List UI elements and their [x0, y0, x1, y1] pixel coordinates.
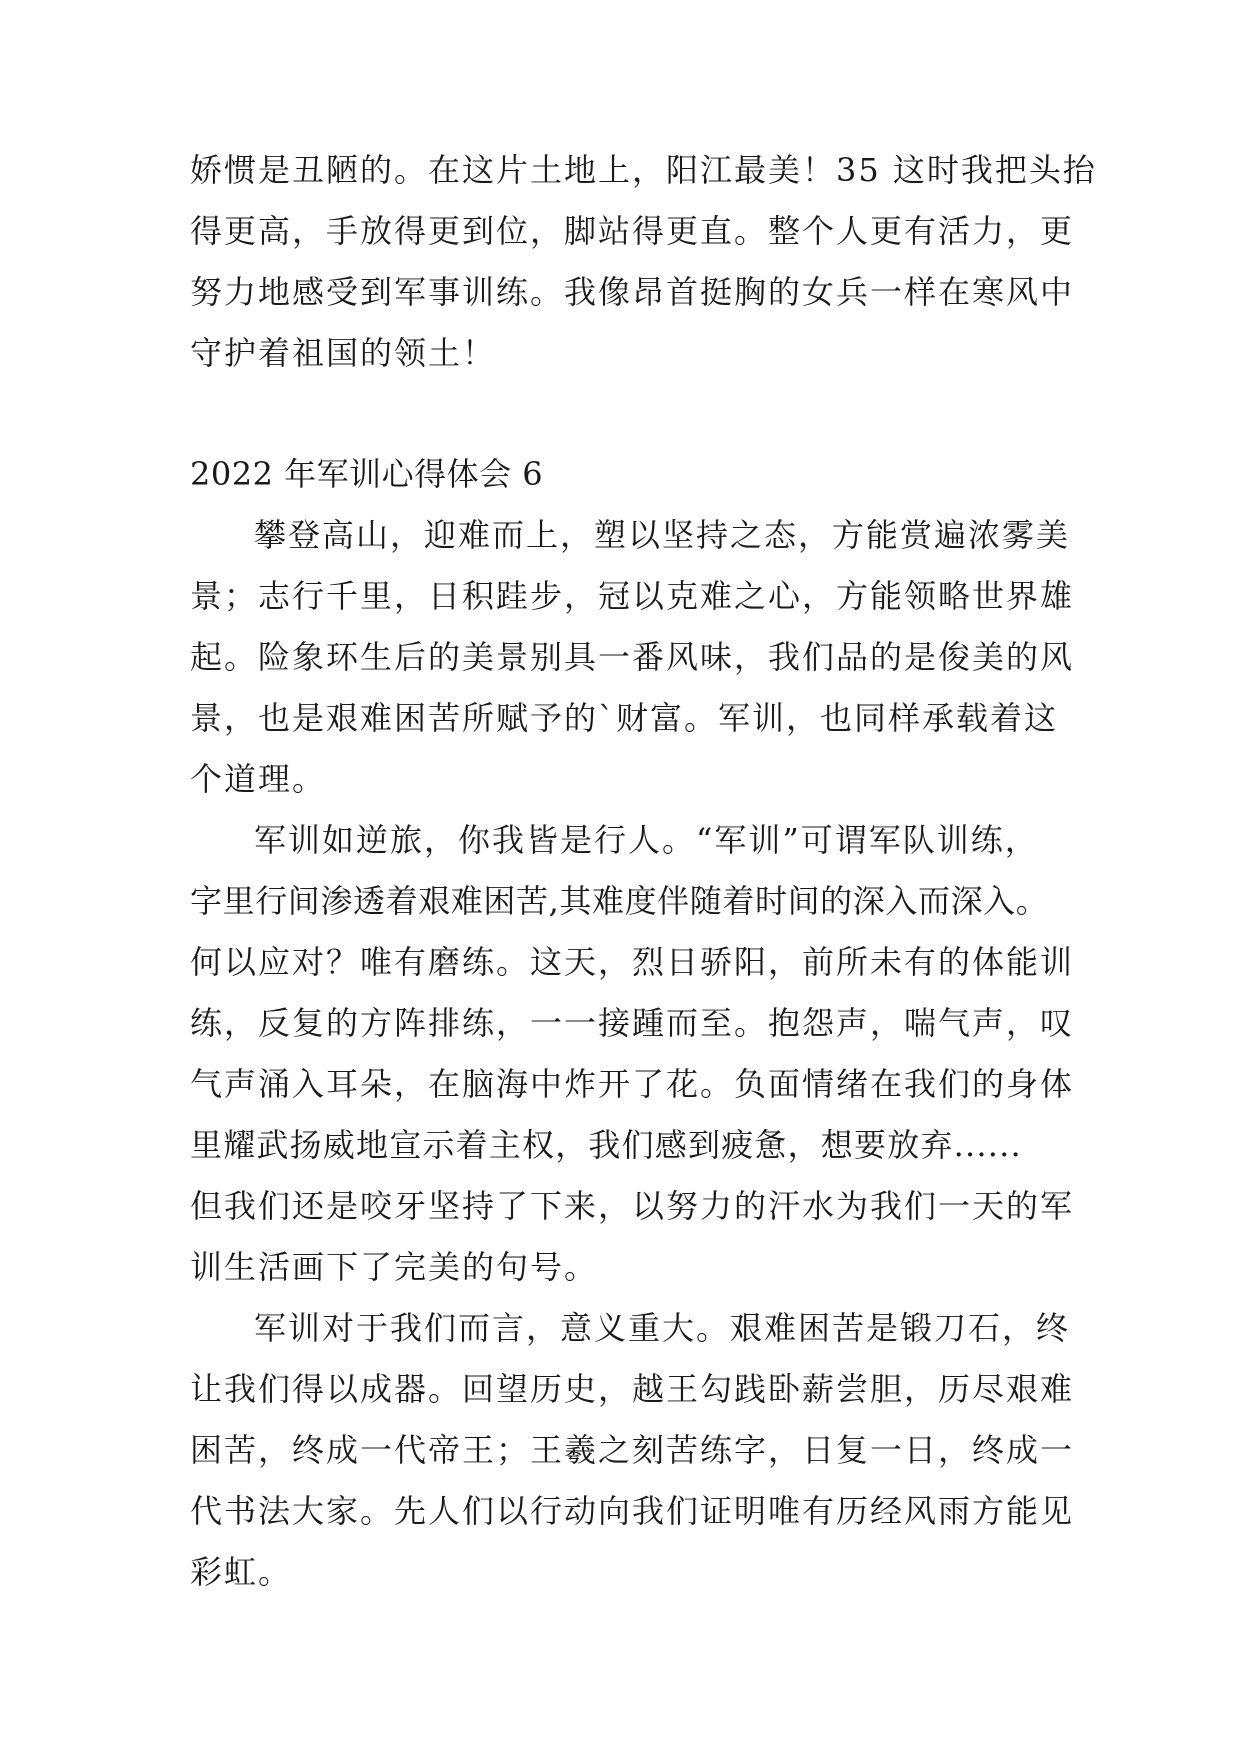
paragraph-2-line-6: 里耀武扬威地宣示着主权，我们感到疲惫，想要放弃......	[190, 1126, 1022, 1164]
paragraph-3-line-4: 代书法大家。先人们以行动向我们证明唯有历经风雨方能见	[190, 1492, 1075, 1530]
paragraph-2-line-8: 训生活画下了完美的句号。	[190, 1248, 599, 1286]
paragraph-3-line-5: 彩虹。	[190, 1553, 293, 1591]
text-line: 娇惯是丑陋的。在这片土地上，阳江最美！35 这时我把头抬	[190, 151, 1097, 189]
paragraph-1-line-4: 景，也是艰难困苦所赋予的`财富。军训，也同样承载着这	[190, 699, 1059, 737]
paragraph-2-line-1: 军训如逆旅，你我皆是行人。“军训”可谓军队训练，	[254, 821, 1039, 859]
paragraph-3-line-1: 军训对于我们而言，意义重大。艰难困苦是锻刀石，终	[254, 1309, 1071, 1347]
text-line: 得更高，手放得更到位，脚站得更直。整个人更有活力，更	[190, 212, 1075, 250]
paragraph-1-line-2: 景；志行千里，日积跬步，冠以克难之心，方能领略世界雄	[190, 577, 1075, 615]
paragraph-2-line-2: 字里行间渗透着艰难困苦,其难度伴随着时间的深入而深入。	[190, 882, 1049, 920]
paragraph-2-line-3: 何以应对？唯有磨练。这天，烈日骄阳，前所未有的体能训	[190, 943, 1075, 981]
paragraph-2-line-4: 练，反复的方阵排练，一一接踵而至。抱怨声，喘气声，叹	[190, 1004, 1075, 1042]
paragraph-2-line-7: 但我们还是咬牙坚持了下来，以努力的汗水为我们一天的军	[190, 1187, 1075, 1225]
paragraph-3-line-2: 让我们得以成器。回望历史，越王勾践卧薪尝胆，历尽艰难	[190, 1370, 1075, 1408]
paragraph-1-line-1: 攀登高山，迎难而上，塑以坚持之态，方能赏遍浓雾美	[254, 516, 1071, 554]
text-line: 努力地感受到军事训练。我像昂首挺胸的女兵一样在寒风中	[190, 273, 1075, 311]
paragraph-2-line-5: 气声涌入耳朵，在脑海中炸开了花。负面情绪在我们的身体	[190, 1065, 1075, 1103]
section-heading: 2022 年军训心得体会 6	[190, 455, 544, 493]
paragraph-3-line-3: 困苦，终成一代帝王；王羲之刻苦练字，日复一日，终成一	[190, 1431, 1075, 1469]
paragraph-1-line-5: 个道理。	[190, 760, 327, 798]
text-line: 守护着祖国的领土！	[190, 334, 497, 372]
paragraph-1-line-3: 起。险象环生后的美景别具一番风味，我们品的是俊美的风	[190, 638, 1075, 676]
